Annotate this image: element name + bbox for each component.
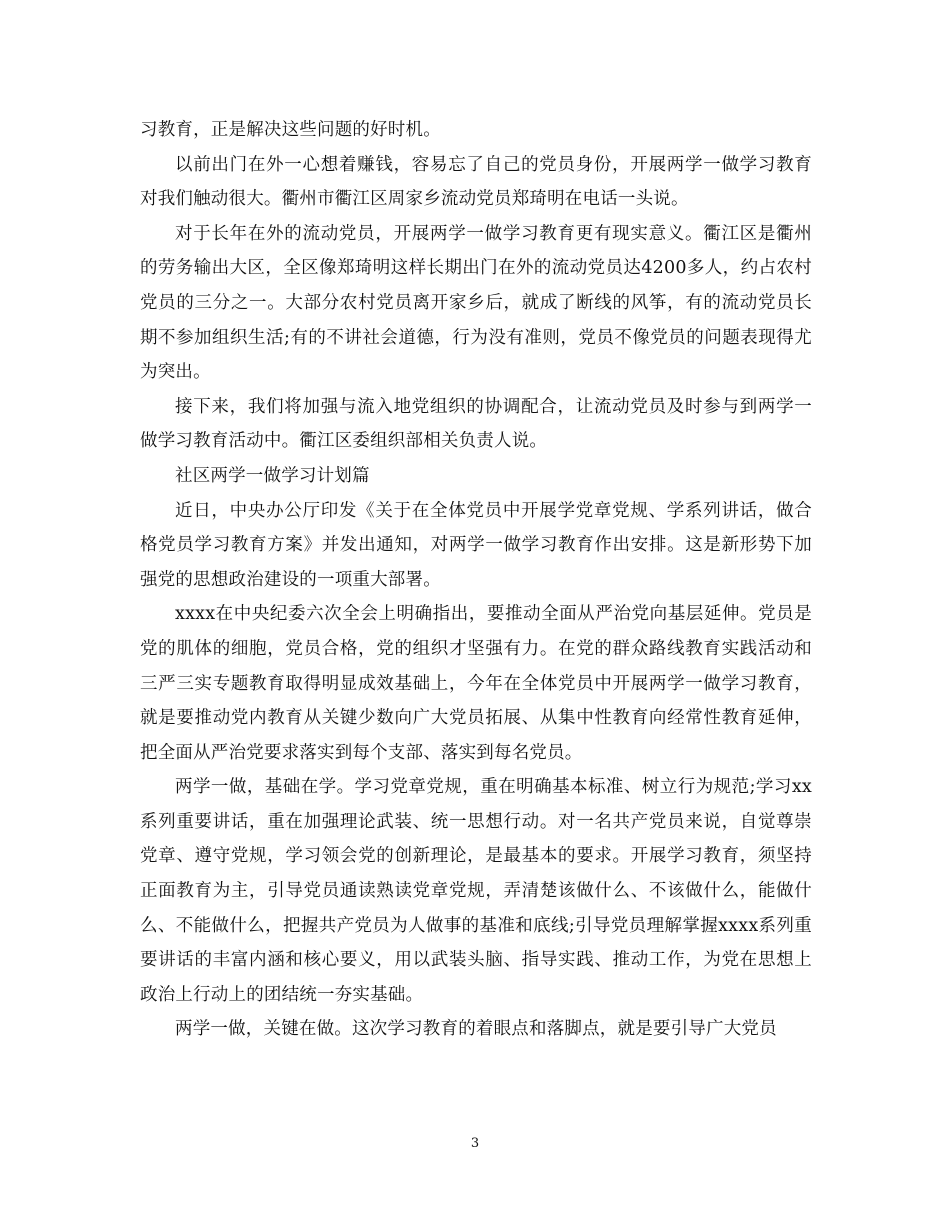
paragraph: 两学一做，关键在做。这次学习教育的着眼点和落脚点，就是要引导广大党员 xyxy=(175,1019,777,1040)
paragraph: 接下来，我们将加强与流入地党组织的协调配合，让流动党员及时参与到两学一做学习教育活动中。衢江区委组织部相关负责人说。 xyxy=(140,396,812,452)
section-heading: 社区两学一做学习计划篇 xyxy=(175,465,370,486)
paragraph: 两学一做，基础在学。学习党章党规，重在明确基本标准、树立行为规范;学习xx系列重要讲话，重在加强理论武装、统一思想行动。对一名共产党员来说，自觉尊崇党章、遵守党规，学习领会党的创新理论，是最基本的要求。开展学习教育，须坚持正面教育为主，引导党员通读熟读党章党规，弄清楚该做什么、不该做什么，能做什么、不能做什么，把握共产党员为人做事的基准和底线;引导党员理解掌握xxxx系列重要讲话的丰富内涵和核心要义，用以武装头脑、指导实践、推动工作，为党在思想上政治上行动上的团结统一夯实基础。 xyxy=(140,777,812,1005)
paragraph: xxxx在中央纪委六次全会上明确指出，要推动全面从严治党向基层延伸。党员是党的肌体的细胞，党员合格，党的组织才坚强有力。在党的群众路线教育实践活动和三严三实专题教育取得明显成效基础上，今年在全体党员中开展两学一做学习教育，就是要推动党内教育从关键少数向广大党员拓展、从集中性教育向经常性教育延伸，把全面从严治党要求落实到每个支部、落实到每名党员。 xyxy=(140,604,812,763)
document-body xyxy=(140,113,812,1047)
paragraph: 近日，中央办公厅印发《关于在全体党员中开展学党章党规、学系列讲话，做合格党员学习教育方案》并发出通知，对两学一做学习教育作出安排。这是新形势下加强党的思想政治建设的一项重大部署。 xyxy=(140,500,812,590)
page-number: 3 xyxy=(470,1136,480,1151)
paragraph: 对于长年在外的流动党员，开展两学一做学习教育更有现实意义。衢江区是衢州的劳务输出大区，全区像郑琦明这样长期出门在外的流动党员达4200多人，约占农村党员的三分之一。大部分农村党员离开家乡后，就成了断线的风筝，有的流动党员长期不参加组织生活;有的不讲社会道德，行为没有准则，党员不像党员的问题表现得尤为突出。 xyxy=(140,223,812,383)
paragraph-continuation: 习教育，正是解决这些问题的好时机。 xyxy=(140,120,441,140)
paragraph: 以前出门在外一心想着赚钱，容易忘了自己的党员身份，开展两学一做学习教育对我们触动很大。衢州市衢江区周家乡流动党员郑琦明在电话一头说。 xyxy=(140,154,812,210)
